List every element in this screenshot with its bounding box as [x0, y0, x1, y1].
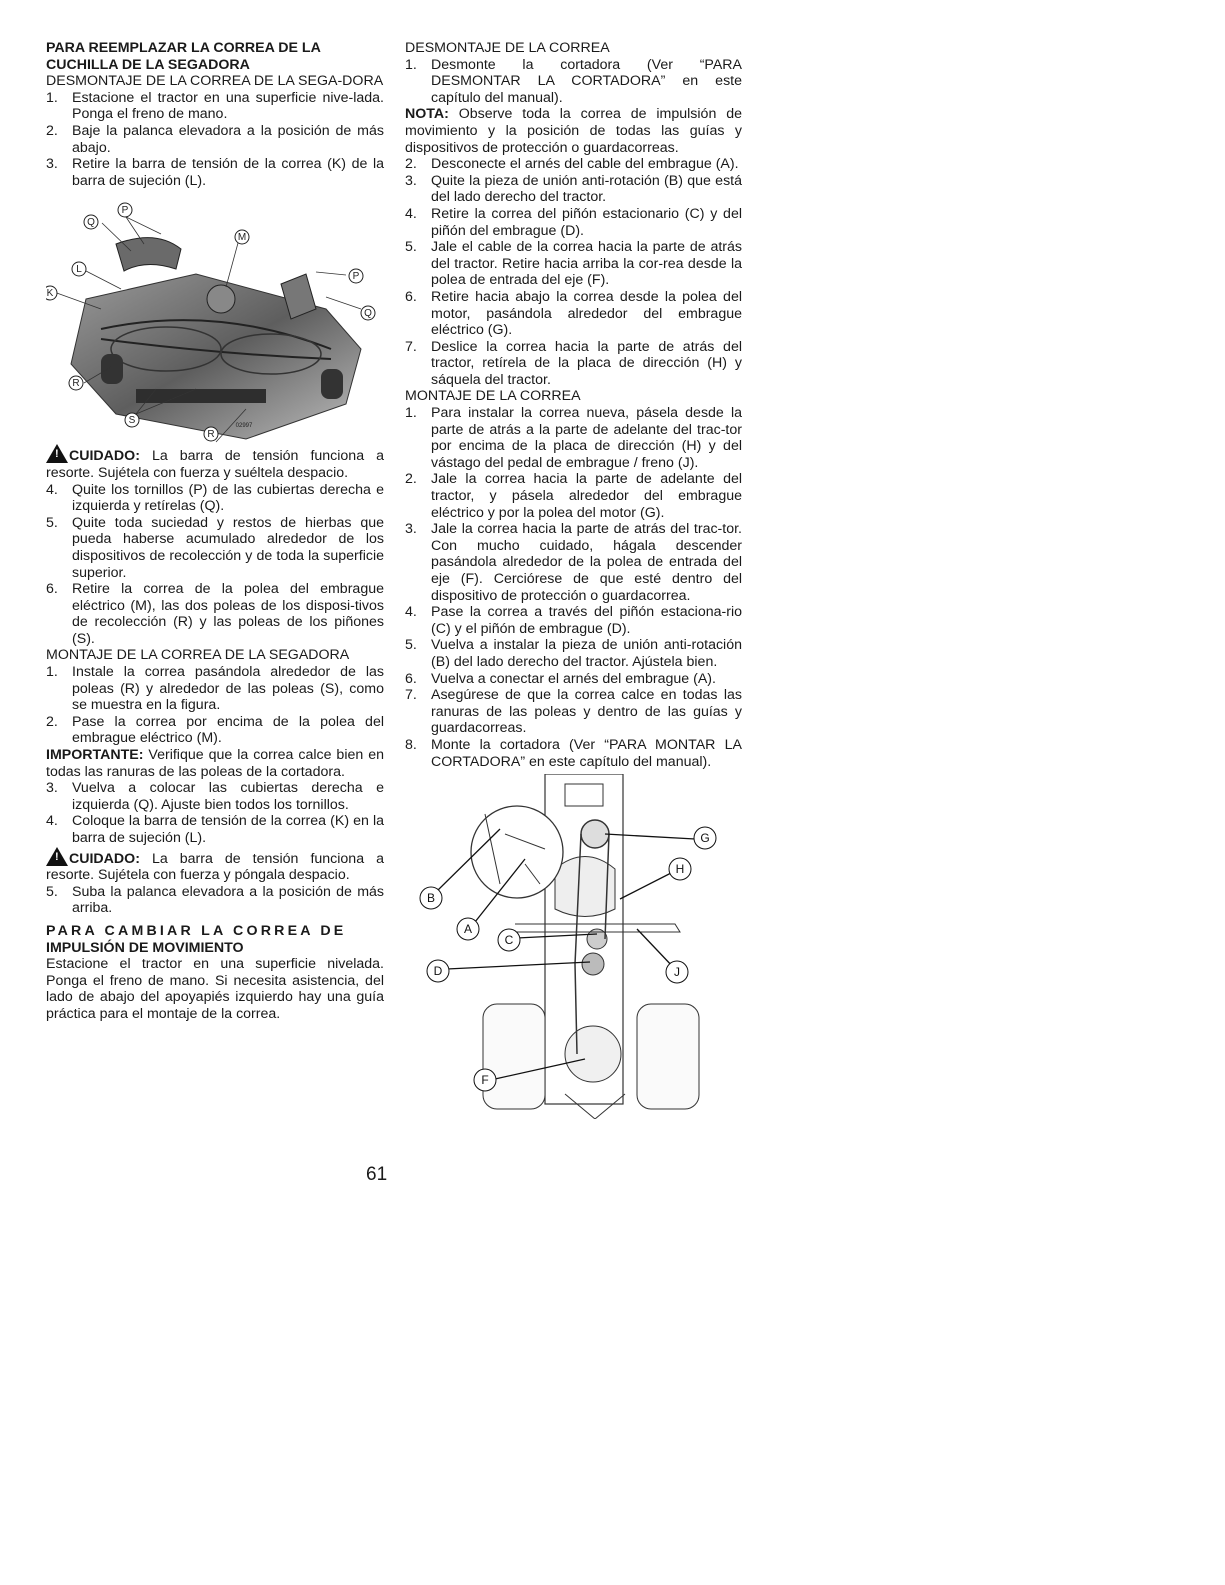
step-item: 6. Retire hacia abajo la correa desde la polea del motor, pasándola alrededor del embrague eléctrico (G).	[405, 288, 742, 339]
step-item: 5. Suba la palanca elevadora a la posición de más arriba.	[46, 883, 384, 917]
callout-d: D	[433, 964, 443, 979]
step-item: 6. Retire la correa de la polea del embrague eléctrico (M), las dos poleas de los disposi-tivos de recolección (R) y las poleas de los piñones (S).	[46, 581, 384, 647]
callout-r-bottom: R	[207, 429, 215, 441]
subsection-install-drive-belt: MONTAJE DE LA CORREA	[405, 388, 581, 405]
callout-q: Q	[87, 217, 95, 229]
callout-m: M	[237, 232, 247, 244]
figure-code: 02997	[235, 423, 253, 430]
callout-p-right: P	[352, 271, 360, 283]
step-item: 1. Desmonte la cortadora (Ver “PARA DESMONTAR LA CORTADORA” en este capítulo del manual).	[405, 56, 742, 106]
section-title-drive-belt: PARA CAMBIAR LA CORREA DE	[46, 922, 347, 939]
step-item: 3. Quite la pieza de unión anti-rotación (B) que está del lado derecho del tractor.	[405, 172, 742, 206]
subsection-remove-drive-belt: DESMONTAJE DE LA CORREA	[405, 40, 610, 56]
step-item: 4. Retire la correa del piñón estacionario (C) y del piñón del embrague (D).	[405, 205, 742, 239]
step-list-4	[46, 780, 384, 846]
callout-r: R	[72, 378, 80, 390]
callout-c: C	[504, 933, 514, 948]
step-item: 7. Deslice la correa hacia la parte de atrás del tractor, retírela de la placa de dirección (H) y sáquela del tractor.	[405, 338, 742, 388]
right-column	[405, 40, 742, 1119]
nota-note: NOTA: Observe toda la correa de impulsión de movimiento y la posición de todas las guías y dispositivos de protección o guardacorreas.	[405, 106, 742, 156]
step-item: 4. Pase la correa a través del piñón estaciona-rio (C) y el piñón de embrague (D).	[405, 604, 742, 637]
callout-q-right: Q	[364, 308, 372, 320]
callout-l: L	[76, 264, 82, 276]
step-item: 1. Para instalar la correa nueva, pásela desde la parte de atrás a la parte de adelante del trac-tor por encima de la placa de dirección (H) y del vástago del pedal de embrague / freno (J).	[405, 405, 742, 471]
step-item: 1. Estacione el tractor en una superficie nive-lada. Ponga el freno de mano.	[46, 89, 384, 123]
drive-belt-figure	[405, 774, 742, 1119]
callout-a: A	[463, 922, 473, 937]
caution-note-1: !CUIDADO: La barra de tensión funciona a resorte. Sujétela con fuerza y suéltela despacio.	[46, 444, 384, 481]
step-item: 4. Coloque la barra de tensión de la correa (K) en la barra de sujeción (L).	[46, 813, 384, 846]
callout-g: G	[700, 831, 710, 846]
warning-icon	[46, 444, 68, 463]
page-number: 61	[366, 1164, 388, 1185]
step-item: 2. Baje la palanca elevadora a la posición de más abajo.	[46, 122, 384, 156]
subsection-install-mower-belt: MONTAJE DE LA CORREA DE LA SEGADORA	[46, 647, 350, 664]
section-title-mower-belt: PARA REEMPLAZAR LA CORREA DE LA CUCHILLA DE LA SEGADORA	[46, 40, 321, 73]
step-item: 3. Vuelva a colocar las cubiertas derecha e izquierda (Q). Ajuste bien todos los tornillos.	[46, 780, 384, 813]
important-note: IMPORTANTE: Verifique que la correa calce bien en todas las ranuras de las poleas de la cortadora.	[46, 747, 384, 780]
step-item: 4. Quite los tornillos (P) de las cubiertas derecha e izquierda y retírelas (Q).	[46, 481, 384, 515]
step-item: 2. Desconecte el arnés del cable del embrague (A).	[405, 156, 739, 173]
step-item: 1. Instale la correa pasándola alrededor de las poleas (R) y alrededor de las poleas (S), como se muestra en la figura.	[46, 664, 384, 714]
step-item: 5. Jale el cable de la correa hacia la parte de atrás del tractor. Retire hacia arriba la cor-rea desde la polea de entrada del eje (F).	[405, 239, 742, 289]
step-list-2	[46, 482, 384, 648]
subsection-remove-mower-belt: DESMONTAJE DE LA CORREA DE LA SEGA-DORA	[46, 73, 384, 90]
mower-deck-figure	[46, 189, 384, 444]
step-item: 3. Retire la barra de tensión de la correa (K) de la barra de sujeción (L).	[46, 156, 384, 189]
callout-k: K	[46, 288, 54, 300]
callout-j: J	[674, 965, 680, 980]
step-item: 2. Pase la correa por encima de la polea del embrague eléctrico (M).	[46, 713, 384, 747]
step-list-3	[46, 664, 384, 747]
step-list-r3	[405, 405, 742, 770]
step-item: 2. Jale la correa hacia la parte de adelante del tractor, y pásela alrededor del embrague eléctrico y por la polea del motor (G).	[405, 471, 742, 521]
step-item: 8. Monte la cortadora (Ver “PARA MONTAR LA CORTADORA” en este capítulo del manual).	[405, 736, 742, 770]
warning-icon	[46, 847, 68, 866]
step-list-1	[46, 90, 384, 190]
step-list-r1	[405, 57, 742, 107]
step-list-r2	[405, 156, 742, 388]
step-item: 7. Asegúrese de que la correa calce en todas las ranuras de las poleas y dentro de las guías y guardacorreas.	[405, 687, 742, 737]
callout-f: F	[481, 1073, 489, 1088]
step-item: 5. Vuelva a instalar la pieza de unión anti-rotación (B) del lado derecho del tractor. Ajústela bien.	[405, 637, 742, 670]
drive-belt-intro: Estacione el tractor en una superficie nivelada. Ponga el freno de mano. Si necesita asistencia, del lado de abajo del apoyapiés izquierdo hay una guía práctica para el montaje de la correa.	[46, 956, 384, 1022]
caution-note-2: !CUIDADO: La barra de tensión funciona a resorte. Sujétela con fuerza y póngala despacio.	[46, 847, 384, 884]
section-title-drive-belt-line2: IMPULSIÓN DE MOVIMIENTO	[46, 939, 244, 956]
callout-p: P	[121, 205, 129, 217]
callout-b: B	[426, 891, 436, 906]
step-item: 6. Vuelva a conectar el arnés del embrague (A).	[405, 670, 716, 687]
callout-h: H	[675, 862, 685, 877]
step-item: 3. Jale la correa hacia la parte de atrás del trac-tor. Con mucho cuidado, hágala descender pasándola alrededor de la polea de entrada del eje (F). Cerciórese de que esté dentro del dispositivo de protección o guardacorrea.	[405, 521, 742, 604]
left-column	[46, 40, 384, 1023]
step-list-5	[46, 884, 384, 917]
callout-s: S	[128, 415, 136, 427]
step-item: 5. Quite toda suciedad y restos de hierbas que pueda haberse acumulado alrededor de los dispositivos de recolección y de toda la superficie superior.	[46, 514, 384, 581]
